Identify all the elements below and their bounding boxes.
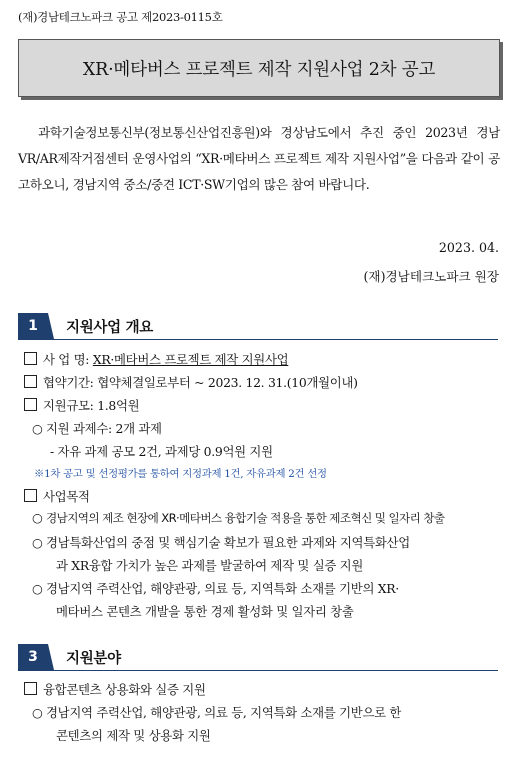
document-number: (재)경남테크노파크 공고 제2023-0115호 — [18, 10, 223, 24]
project-count-line — [32, 419, 162, 437]
page-title: XR·메타버스 프로젝트 제작 지원사업 2차 공고 — [82, 59, 436, 80]
section-3-title: 지원분야 — [66, 650, 121, 667]
section-3-number: 3 — [18, 644, 48, 670]
purpose-item-3 — [32, 579, 399, 597]
circle-bullet-icon: ○ — [32, 510, 43, 525]
announcement-date: 2023. 04. — [438, 240, 499, 255]
support-field-text: 융합콘텐츠 상용화와 실증 지원 — [43, 682, 206, 697]
section-1-header — [18, 313, 498, 339]
project-count-text: 지원 과제수: 2개 과제 — [46, 421, 162, 436]
section-3-header — [18, 644, 498, 670]
checkbox-square-icon — [24, 682, 37, 695]
project-name-value: XR·메타버스 프로젝트 제작 지원사업 — [92, 352, 289, 367]
purpose-item-1-text: 경남지역의 제조 현장에 XR·메타버스 융합기술 적용을 통한 제조혁신 및 일자리 창출 — [46, 511, 445, 525]
support-field-detail-text: 경남지역 주력산업, 해양관광, 의료 등, 지역특화 소재를 기반으로 한 — [46, 705, 402, 720]
support-field-detail — [32, 703, 401, 721]
project-name-label: 사 업 명: — [43, 352, 90, 367]
circle-bullet-icon: ○ — [32, 581, 43, 596]
project-name-line — [24, 350, 288, 368]
circle-bullet-icon: ○ — [32, 421, 43, 436]
purpose-heading-line — [24, 487, 90, 505]
purpose-item-2 — [32, 533, 410, 551]
issuing-organization: (재)경남테크노파크 원장 — [363, 269, 499, 284]
budget-text: 지원규모: 1.8억원 — [43, 398, 140, 413]
agreement-period-line — [24, 373, 358, 391]
intro-paragraph: 과학기술정보통신부(정보통신산업진흥원)와 경상남도에서 추진 중인 2023년 경남VR/AR제작거점센터 운영사업의 “XR·메타버스 프로젝트 제작 지원사업”을 다음과 같이 공고하오니, 경남지역 중소/중견 ICT·SW기업의 많은 참여 바랍니다. — [18, 125, 500, 192]
budget-line — [24, 396, 139, 414]
section-1-number: 1 — [18, 313, 48, 339]
agreement-period-text: 협약기간: 협약체결일로부터 ~ 2023. 12. 31.(10개월이내) — [43, 375, 358, 390]
checkbox-square-icon — [24, 398, 37, 411]
checkbox-square-icon — [24, 352, 37, 365]
purpose-item-2-continued: 과 XR융합 가치가 높은 과제를 발굴하여 제작 및 실증 지원 — [56, 558, 364, 573]
circle-bullet-icon: ○ — [32, 535, 43, 550]
section-1-title: 지원사업 개요 — [66, 319, 153, 336]
support-field-line — [24, 680, 206, 698]
project-count-detail: - 자유 과제 공모 2건, 과제당 0.9억원 지원 — [50, 444, 273, 459]
title-box — [18, 39, 500, 97]
purpose-heading: 사업목적 — [43, 489, 90, 504]
purpose-item-2-text: 경남특화산업의 중점 및 핵심기술 확보가 필요한 과제와 지역특화산업 — [46, 535, 410, 550]
purpose-item-3-text: 경남지역 주력산업, 해양관광, 의료 등, 지역특화 소재를 기반의 XR· — [46, 581, 399, 596]
purpose-item-3-continued: 메타버스 콘텐츠 개발을 통한 경제 활성화 및 일자리 창출 — [56, 604, 354, 619]
selection-note: ※1차 공고 및 선정평가를 통하여 지정과제 1건, 자유과제 2건 선정 — [34, 468, 327, 480]
section-1-rule — [18, 339, 498, 340]
circle-bullet-icon: ○ — [32, 705, 43, 720]
support-field-detail-continued: 콘텐츠의 제작 및 상용화 지원 — [56, 728, 211, 743]
checkbox-square-icon — [24, 375, 37, 388]
checkbox-square-icon — [24, 489, 37, 502]
section-3-rule — [18, 670, 498, 671]
purpose-item-1 — [32, 510, 445, 526]
